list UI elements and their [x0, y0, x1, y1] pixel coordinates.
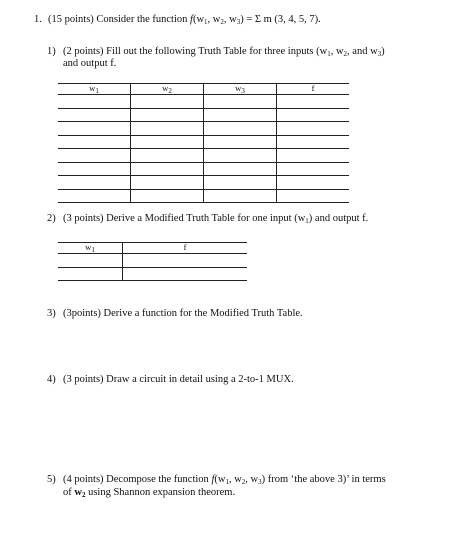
header-f: f — [277, 84, 350, 95]
header-f: f — [123, 243, 248, 254]
part-2-text: 2) (3 points) Derive a Modified Truth Table for one input $(w_1)$ and output f. — [47, 213, 369, 225]
question-number: 1. — [34, 14, 42, 25]
header-w3: $w_3$ — [204, 84, 277, 95]
part-4-text: 4) (3 points) Draw a circuit in detail using a 2-to-1 MUX. — [47, 374, 294, 385]
truth-table-three-inputs — [58, 83, 349, 203]
modified-truth-table — [58, 242, 247, 281]
table-row — [58, 108, 349, 122]
question-header: 1. (15 points) Consider the function $f(w_1$, $w_2$, $w_3) = \Sigma$ m (3, 4, 5, 7). — [34, 14, 321, 26]
question-intro-prefix: (15 points) Consider the function — [48, 14, 191, 25]
table-row — [58, 149, 349, 163]
part-1-line-1: 1) (2 points) Fill out the following Truth Table for three inputs ($w_1$, $w_2$, and $w_3$) — [47, 46, 385, 58]
table-row — [58, 176, 349, 190]
question-intro-suffix: ) = Σ m (3, 4, 5, 7). — [240, 14, 321, 25]
modified-table-header-row — [58, 243, 247, 254]
table-row — [58, 162, 349, 176]
part-5-line-2: of $w_2$ using Shannon expansion theorem. — [63, 487, 236, 499]
table-row — [58, 135, 349, 149]
header-w2: $w_2$ — [131, 84, 204, 95]
part-5-line-1: 5) (4 points) Decompose the function $f(w_1$, $w_2$, $w_3$) from ‘the above 3)’ in terms — [47, 474, 386, 486]
function-name: f — [190, 14, 193, 25]
table-row — [58, 267, 247, 281]
table-row — [58, 95, 349, 109]
table-row — [58, 189, 349, 203]
truth-table-header-row — [58, 84, 349, 95]
header-w1: $w_1$ — [58, 243, 123, 254]
part-3-text: 3) (3points) Derive a function for the Modified Truth Table. — [47, 308, 303, 319]
part-1-line-2: and output f. — [63, 58, 117, 69]
table-row — [58, 254, 247, 268]
header-w1: $w_1$ — [58, 84, 131, 95]
table-row — [58, 122, 349, 136]
